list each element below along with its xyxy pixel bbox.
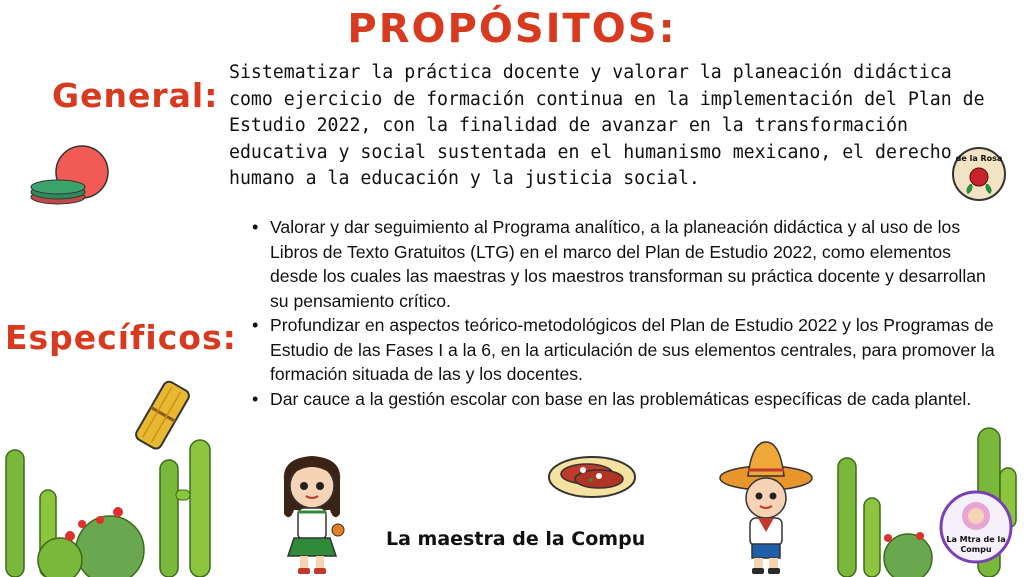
girl-character <box>270 452 354 577</box>
page-title: PROPÓSITOS: <box>347 6 677 52</box>
credit-text: La maestra de la Compu <box>386 528 646 550</box>
list-item: • Valorar y dar seguimiento al Programa analítico, a la planeación didáctica y al uso de los Libros de Texto Gratuitos (LTG) en el marco del Plan de Estudio 2022, como elementos desde los cuales las maestras y los maestros transforman su práctica docente y desarrollan su pensamiento crítico. <box>250 215 1000 313</box>
concha-candy-icon <box>28 142 112 208</box>
general-purpose-text: Sistematizar la práctica docente y valorar la planeación didáctica como ejercicio de formación continua en la implementación del Plan de Estudio 2022, con la finalidad de avanzar en la transformación educativa y social sustentada en el humanismo mexicano, el derecho humano a la educación y la justicia social. <box>229 62 985 189</box>
rose-badge-logo <box>950 146 1008 202</box>
compu-badge-logo <box>938 490 1014 564</box>
list-item: • Profundizar en aspectos teórico-metodológicos del Plan de Estudio 2022 y los Programas de Estudio de las Fases I a la 6, en la articulación de sus elementos centrales, para promover la formación situada de las y los docentes. <box>250 313 1000 387</box>
compu-badge-text-line1: La Mtra de la <box>946 535 1006 544</box>
compu-badge-text-line2: Compu <box>960 545 992 554</box>
list-item: • Dar cauce a la gestión escolar con base en las problemáticas específicas de cada plantel. <box>250 387 1000 412</box>
specific-purposes-list <box>250 215 1000 411</box>
rose-badge-text: de la Rosa <box>955 154 1003 163</box>
general-label: General: <box>52 76 219 115</box>
cactus-cluster-left <box>0 420 230 577</box>
especificos-label: Específicos: <box>5 318 237 357</box>
enchiladas-plate-icon <box>547 452 637 500</box>
boy-sombrero-character <box>718 440 814 577</box>
